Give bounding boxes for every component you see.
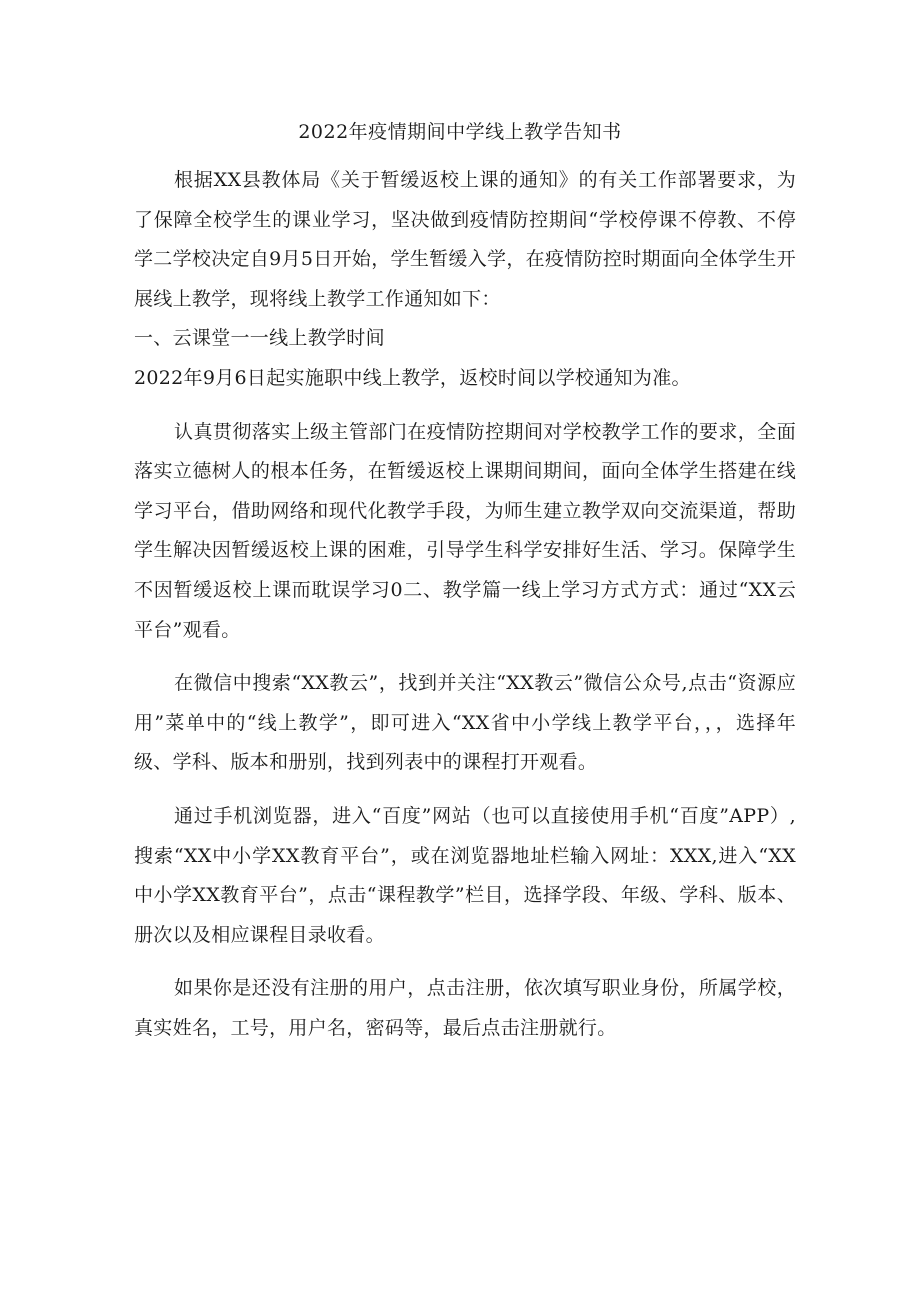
register-paragraph: 如果你是还没有注册的用户，点击注册，依次填写职业身份，所属学校，真实姓名，工号，用户名，密码等，最后点击注册就行。	[134, 977, 796, 1039]
browser-paragraph: 通过手机浏览器，进入“百度”网站（也可以直接使用手机“百度”APP）,搜索“XX中小学XX教育平台”，或在浏览器地址栏输入网址：XXX,进入“XX中小学XX教育平台”，点击“课程教学”栏目，选择学段、年级、学科、版本、册次以及相应课程目录收看。	[134, 804, 796, 946]
document-title: 2022年疫情期间中学线上教学告知书	[298, 121, 622, 143]
section-heading-1: 一、云课堂一一线上教学时间	[134, 327, 385, 350]
intro-paragraph: 根据XX县教体局《关于暂缓返校上课的通知》的有关工作部署要求，为了保障全校学生的课业学习，坚决做到疫情防控期间“学校停课不停教、不停学二学校决定自9月5日开始，学生暂缓入学，在疫情防控时期面向全体学生开展线上教学，现将线上教学工作通知如下：	[134, 169, 796, 310]
start-date-paragraph: 2022年9月6日起实施职中线上教学，返校时间以学校通知为准。	[134, 366, 691, 389]
document-body	[134, 161, 796, 1048]
wechat-paragraph: 在微信中搜索“XX教云”，找到并关注“XX教云”微信公众号,点击“资源应用”菜单中的“线上教学”，即可进入“XX省中小学线上教学平台，，，选择年级、学科、版本和册别，找到列表中的课程打开观看。	[134, 672, 796, 774]
requirements-paragraph: 认真贯彻落实上级主管部门在疫情防控期间对学校教学工作的要求，全面落实立德树人的根本任务，在暂缓返校上课期间期间，面向全体学生搭建在线学习平台，借助网络和现代化教学手段，为师生建立教学双向交流渠道，帮助学生解决因暂缓返校上课的困难，引导学生科学安排好生活、学习。保障学生不因暂缓返校上课而耽误学习0二、教学篇一线上学习方式方式：通过“XX云平台”观看。	[134, 420, 796, 641]
